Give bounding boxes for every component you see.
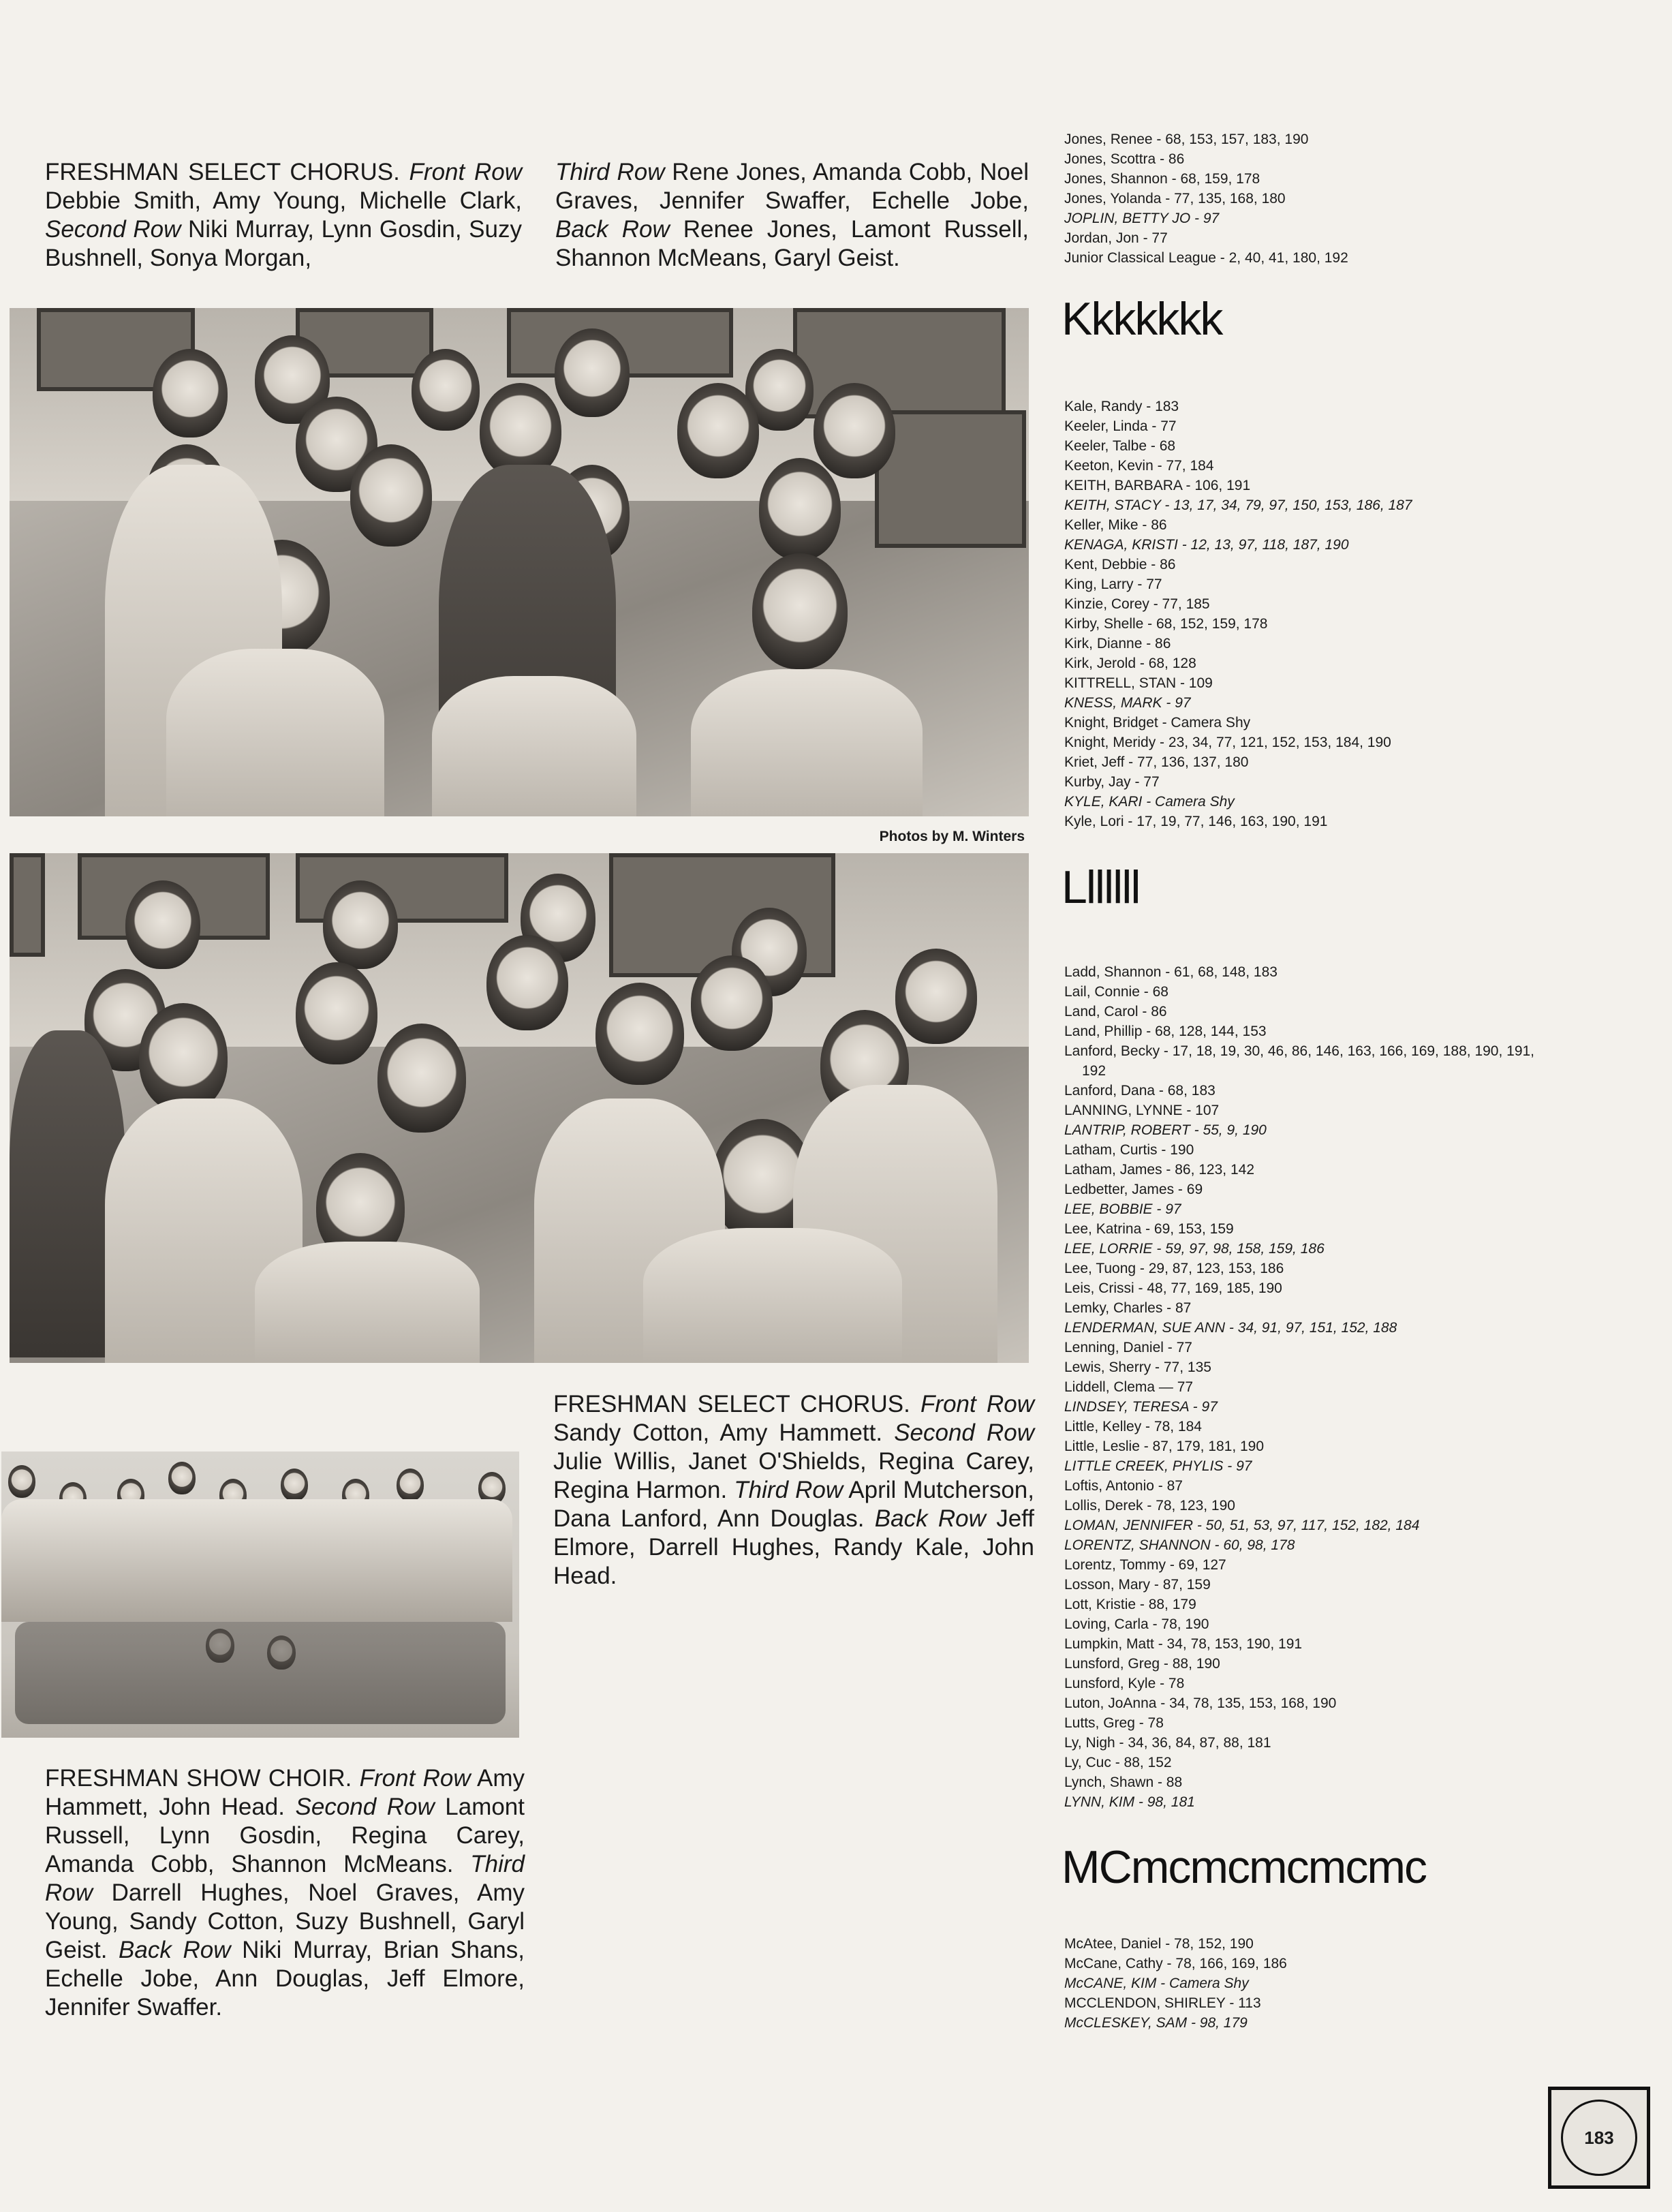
index-entry: Junior Classical League - 2, 40, 41, 180, 192 [1064,250,1348,266]
index-entry: LEE, BOBBIE - 97 [1064,1201,1181,1217]
index-entry: Keller, Mike - 86 [1064,517,1167,533]
index-entry: McCANE, KIM - Camera Shy [1064,1976,1249,1991]
index-entry: Kyle, Lori - 17, 19, 77, 146, 163, 190, 191 [1064,814,1328,829]
index-entry: Kinzie, Corey - 77, 185 [1064,596,1210,612]
index-entry: Latham, James - 86, 123, 142 [1064,1162,1254,1178]
caption-text-run: Niki Murray, Lynn Gosdin, Suzy Bushnell, Sonya Morgan, [45,216,522,271]
caption-text-run: Second Row [295,1794,435,1820]
index-entry: Ly, Cuc - 88, 152 [1064,1755,1172,1770]
index-entry: JOPLIN, BETTY JO - 97 [1064,211,1220,226]
index-entry: Lunsford, Kyle - 78 [1064,1676,1185,1691]
index-entry: Loving, Carla - 78, 190 [1064,1616,1209,1632]
index-entry: Keeton, Kevin - 77, 184 [1064,458,1214,474]
index-entry: Kurby, Jay - 77 [1064,774,1160,790]
index-mc-header: MCmcmcmcmcmc [1062,1841,1426,1893]
index-entry: Ladd, Shannon - 61, 68, 148, 183 [1064,964,1278,980]
index-l-section [1064,962,1548,1812]
index-entry: Lail, Connie - 68 [1064,984,1168,1000]
caption-text-run: FRESHMAN SELECT CHORUS. [45,159,409,185]
index-entry: LINDSEY, TERESA - 97 [1064,1399,1218,1415]
index-entry: KYLE, KARI - Camera Shy [1064,794,1235,810]
index-entry: LANNING, LYNNE - 107 [1064,1103,1220,1118]
index-entry: LOMAN, JENNIFER - 50, 51, 53, 97, 117, 152, 182, 184 [1064,1518,1420,1533]
caption-text-run: FRESHMAN SHOW CHOIR. [45,1765,360,1792]
index-entry: LORENTZ, SHANNON - 60, 98, 178 [1064,1537,1295,1553]
caption-show-choir [45,1764,525,2022]
index-entry: Jones, Renee - 68, 153, 157, 183, 190 [1064,132,1309,147]
index-entry: Lunsford, Greg - 88, 190 [1064,1656,1220,1672]
index-entry: KEITH, STACY - 13, 17, 34, 79, 97, 150, 153, 186, 187 [1064,497,1412,513]
index-entry: LYNN, KIM - 98, 181 [1064,1794,1195,1810]
index-entry: Jordan, Jon - 77 [1064,230,1168,246]
index-entry: Lollis, Derek - 78, 123, 190 [1064,1498,1235,1514]
index-entry: Kirk, Jerold - 68, 128 [1064,656,1196,671]
caption-text-run: Front Row [920,1391,1034,1417]
caption-text-run: Amy Hammett, John Head. [45,1765,525,1820]
index-entry: Keeler, Linda - 77 [1064,418,1177,434]
index-entry: McCane, Cathy - 78, 166, 169, 186 [1064,1956,1287,1971]
index-entry: Lanford, Dana - 68, 183 [1064,1083,1216,1099]
index-entry: KEITH, BARBARA - 106, 191 [1064,478,1251,493]
caption-text-run: Niki Murray, Brian Shans, Echelle Jobe, Ann Douglas, Jeff Elmore, Jennifer Swaffer. [45,1937,525,2021]
index-entry: Liddell, Clema — 77 [1064,1379,1194,1395]
index-entry: Knight, Bridget - Camera Shy [1064,715,1251,731]
caption-text-run: Second Row [894,1419,1034,1446]
index-entry: Ly, Nigh - 34, 36, 84, 87, 88, 181 [1064,1735,1271,1751]
caption-select-chorus-2 [553,1390,1034,1591]
caption-select-chorus-1b [555,158,1029,273]
group-photo-select-chorus-1 [10,308,1029,816]
index-entry: McAtee, Daniel - 78, 152, 190 [1064,1936,1254,1952]
index-entry: Loftis, Antonio - 87 [1064,1478,1183,1494]
caption-text-run: Front Row [409,159,522,185]
index-entry: LEE, LORRIE - 59, 97, 98, 158, 159, 186 [1064,1241,1325,1257]
index-entry: KENAGA, KRISTI - 12, 13, 97, 118, 187, 190 [1064,537,1349,553]
caption-text-run: Second Row [45,216,181,243]
index-j-section [1064,129,1548,268]
caption-text-run: Debbie Smith, Amy Young, Michelle Clark, [45,187,522,214]
index-entry: Jones, Yolanda - 77, 135, 168, 180 [1064,191,1286,206]
index-entry: Kriet, Jeff - 77, 136, 137, 180 [1064,754,1249,770]
index-entry: KNESS, MARK - 97 [1064,695,1191,711]
group-photo-select-chorus-2 [10,853,1029,1363]
index-entry: KITTRELL, STAN - 109 [1064,675,1213,691]
index-l-header: Lllllll [1062,861,1140,913]
index-k-section [1064,397,1548,831]
page-number: 183 [1561,2100,1637,2176]
index-k-header: Kkkkkkk [1062,293,1222,345]
page-number-box [1548,2087,1650,2189]
index-entry: Land, Carol - 86 [1064,1004,1167,1019]
index-entry: Keeler, Talbe - 68 [1064,438,1176,454]
index-entry: Lumpkin, Matt - 34, 78, 153, 190, 191 [1064,1636,1303,1652]
index-entry: Lanford, Becky - 17, 18, 19, 30, 46, 86, 146, 163, 166, 169, 188, 190, 191, 192 [1064,1043,1535,1079]
index-entry: Kirby, Shelle - 68, 152, 159, 178 [1064,616,1268,632]
index-entry: Lott, Kristie - 88, 179 [1064,1597,1196,1612]
index-entry: Lee, Tuong - 29, 87, 123, 153, 186 [1064,1261,1284,1276]
photo-credit: Photos by M. Winters [879,829,1025,844]
group-photo-show-choir [1,1451,519,1738]
caption-text-run: Jeff Elmore, Darrell Hughes, Randy Kale, John Head. [553,1505,1034,1589]
caption-text-run: April Mutcherson, Dana Lanford, Ann Douglas. [553,1477,1035,1532]
caption-text-run: Third Row [45,1851,525,1906]
caption-text-run: Third Row [555,159,665,185]
index-entry: LANTRIP, ROBERT - 55, 9, 190 [1064,1122,1267,1138]
index-entry: Losson, Mary - 87, 159 [1064,1577,1211,1593]
index-entry: Lutts, Greg - 78 [1064,1715,1164,1731]
caption-text-run: Back Row [555,216,670,243]
index-entry: Ledbetter, James - 69 [1064,1182,1203,1197]
caption-text-run: FRESHMAN SELECT CHORUS. [553,1391,921,1417]
index-mc-section [1064,1934,1548,2033]
caption-text-run: Darrell Hughes, Noel Graves, Amy Young, Sandy Cotton, Suzy Bushnell, Garyl Geist. [45,1879,525,1963]
caption-text-run: Lamont Russell, Lynn Gosdin, Regina Carey, Amanda Cobb, Shannon McMeans. [45,1794,525,1877]
index-entry: Kent, Debbie - 86 [1064,557,1176,572]
index-entry: MCCLENDON, SHIRLEY - 113 [1064,1995,1261,2011]
index-entry: Kale, Randy - 183 [1064,399,1179,414]
index-entry: Lemky, Charles - 87 [1064,1300,1192,1316]
index-entry: Lewis, Sherry - 77, 135 [1064,1360,1211,1375]
index-entry: Lorentz, Tommy - 69, 127 [1064,1557,1226,1573]
caption-text-run: Back Row [874,1505,986,1532]
caption-text-run: Sandy Cotton, Amy Hammett. [553,1419,895,1446]
index-entry: Leis, Crissi - 48, 77, 169, 185, 190 [1064,1280,1282,1296]
caption-text-run: Back Row [119,1937,231,1963]
caption-text-run: Julie Willis, Janet O'Shields, Regina Carey, Regina Harmon. [553,1448,1034,1503]
caption-text-run: Third Row [734,1477,843,1503]
index-entry: Little, Kelley - 78, 184 [1064,1419,1202,1434]
index-entry: Lee, Katrina - 69, 153, 159 [1064,1221,1234,1237]
index-entry: Lenning, Daniel - 77 [1064,1340,1192,1355]
index-entry: LITTLE CREEK, PHYLIS - 97 [1064,1458,1252,1474]
index-entry: Land, Phillip - 68, 128, 144, 153 [1064,1024,1267,1039]
index-entry: LENDERMAN, SUE ANN - 34, 91, 97, 151, 152, 188 [1064,1320,1397,1336]
index-entry: Knight, Meridy - 23, 34, 77, 121, 152, 153, 184, 190 [1064,735,1391,750]
caption-text-run: Front Row [359,1765,471,1792]
index-entry: McCLESKEY, SAM - 98, 179 [1064,2015,1248,2031]
caption-text-run: Renee Jones, Lamont Russell, Shannon McMeans, Garyl Geist. [555,216,1029,271]
caption-select-chorus-1a [45,158,522,273]
index-entry: Little, Leslie - 87, 179, 181, 190 [1064,1439,1265,1454]
index-entry: Luton, JoAnna - 34, 78, 135, 153, 168, 190 [1064,1695,1337,1711]
index-entry: King, Larry - 77 [1064,577,1162,592]
index-entry: Latham, Curtis - 190 [1064,1142,1194,1158]
caption-text-run: Rene Jones, Amanda Cobb, Noel Graves, Jennifer Swaffer, Echelle Jobe, [555,159,1029,214]
index-entry: Jones, Scottra - 86 [1064,151,1185,167]
index-entry: Jones, Shannon - 68, 159, 178 [1064,171,1260,187]
index-entry: Kirk, Dianne - 86 [1064,636,1171,651]
index-entry: Lynch, Shawn - 88 [1064,1775,1183,1790]
